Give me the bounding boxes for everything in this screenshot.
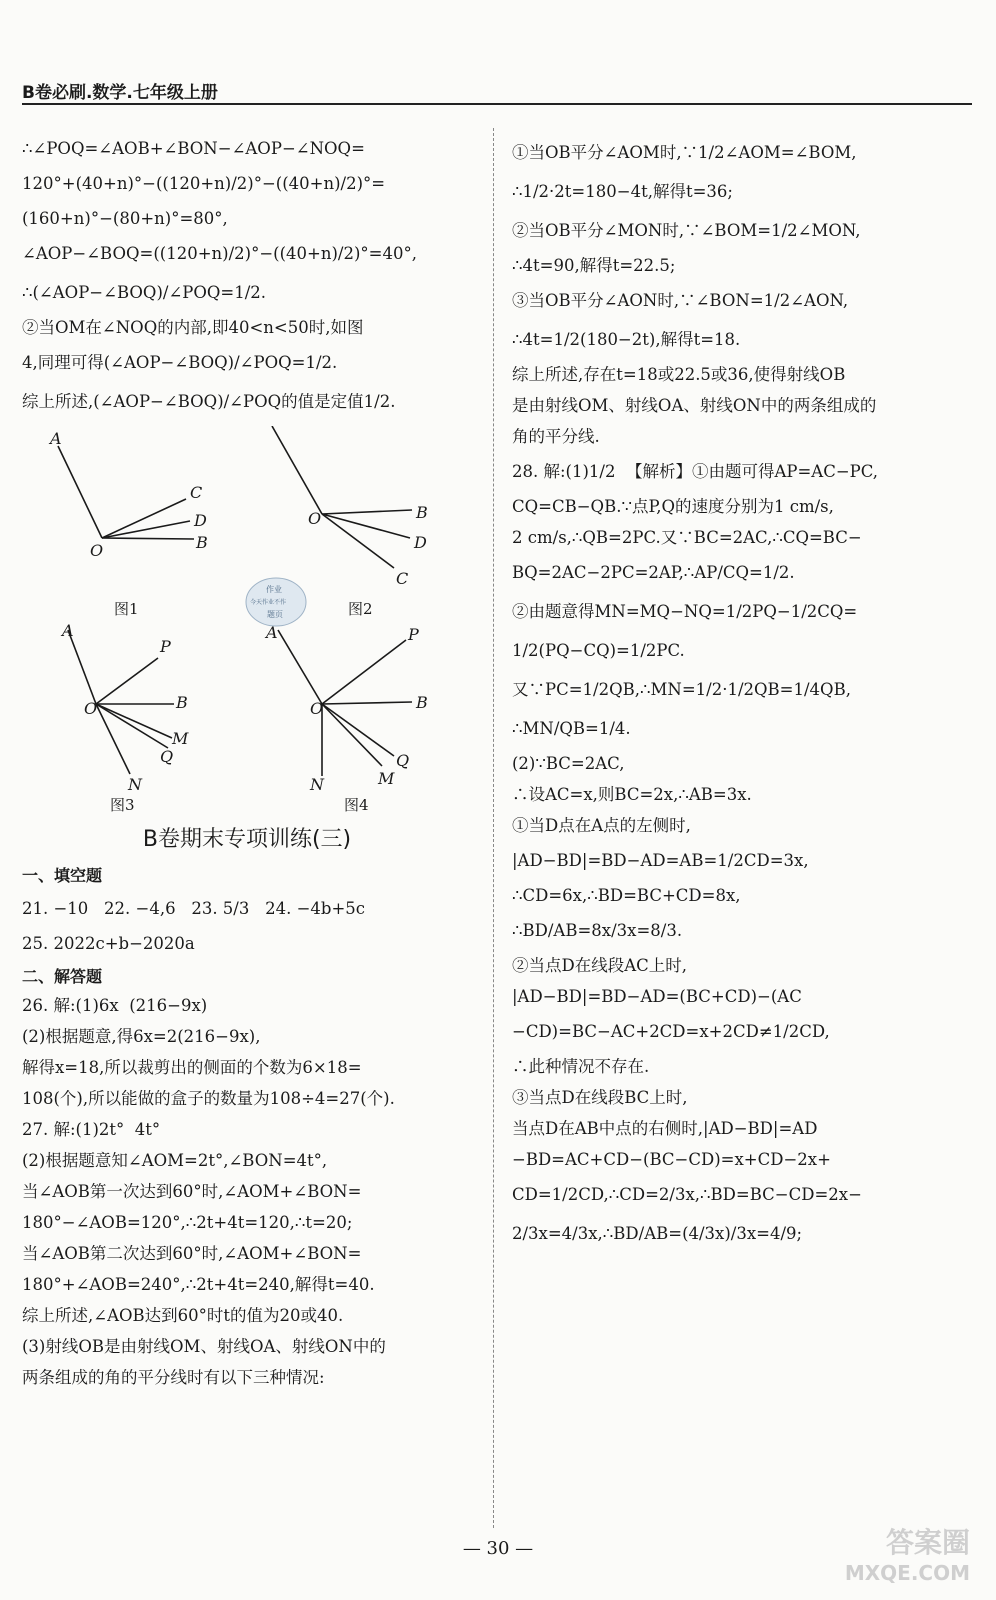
column-divider [493,128,494,1528]
text-line: ∴此种情况不存在. [512,1057,650,1076]
text-line: −CD)=BC−AC+2CD=x+2CD≠1/2CD, [512,1022,830,1041]
fig3-label-o: O [84,699,98,718]
text-line: ∴CD=6x,∴BD=BC+CD=8x, [512,886,741,905]
text-line: ∴(∠AOP−∠BOQ)/∠POQ=1/2. [22,283,267,302]
text-line: 综上所述,(∠AOP−∠BOQ)/∠POQ的值是定值1/2. [22,392,396,411]
text-line: BQ=2AC−2PC=2AP,∴AP/CQ=1/2. [512,563,795,582]
section-title: B卷期末专项训练(三) [142,827,352,852]
text-line: 4,同理可得(∠AOP−∠BOQ)/∠POQ=1/2. [22,353,338,372]
svg-text:今天作业不作: 今天作业不作 [250,599,287,606]
text-line: 180°+∠AOB=240°,∴2t+4t=240,解得t=40. [22,1275,375,1294]
text-line: 当∠AOB第一次达到60°时,∠AOM+∠BON= [22,1182,362,1201]
text-line: 又∵PC=1/2QB,∴MN=1/2·1/2QB=1/4QB, [512,680,851,699]
text-line: 角的平分线. [512,427,600,446]
fig2-label-b: B [416,503,428,522]
fig3-label-p: P [160,637,171,656]
text-line: 是由射线OM、射线OA、射线ON中的两条组成的 [512,396,877,415]
text-line: (2)根据题意,得6x=2(216−9x), [22,1027,261,1046]
angle-figures [22,426,472,816]
watermark-line2: MXQE.COM [844,1561,970,1585]
fig3-label-n: N [128,775,142,794]
text-line: 当∠AOB第二次达到60°时,∠AOM+∠BON= [22,1244,362,1263]
fig1-caption: 图1 [114,600,139,618]
watermark-logo [845,1528,970,1588]
fig2-label-d: D [414,533,427,552]
fig4-label-n: N [310,775,324,794]
fig3-label-a: A [62,621,74,640]
fig1-label-b: B [196,533,208,552]
text-line: CD=1/2CD,∴CD=2/3x,∴BD=BC−CD=2x− [512,1185,862,1204]
fill-heading: 一、填空题 [22,866,103,885]
text-line: 2 cm/s,∴QB=2PC.又∵BC=2AC,∴CQ=BC− [512,528,862,547]
fig1-label-c: C [190,483,203,502]
text-line: 两条组成的角的平分线时有以下三种情况: [22,1368,325,1387]
fig1-label-o: O [90,541,104,560]
text-line: ②当OM在∠NOQ的内部,即40<n<50时,如图 [22,318,364,337]
fill-answers-2: 25. 2022c+b−2020a [22,934,195,953]
text-line: ②当OB平分∠MON时,∵∠BOM=1/2∠MON, [512,221,861,240]
solve-heading: 二、解答题 [22,967,103,986]
figure-2 [272,426,412,568]
text-line: (2)∵BC=2AC, [512,754,625,773]
text-line: 2/3x=4/3x,∴BD/AB=(4/3x)/3x=4/9; [512,1224,803,1243]
fig4-label-p: P [408,625,419,644]
text-line: ∴4t=1/2(180−2t),解得t=18. [512,330,741,349]
text-line: (160+n)°−(80+n)°=80°, [22,209,228,228]
fig1-label-a: A [50,429,62,448]
text-line: (2)根据题意知∠AOM=2t°,∠BON=4t°, [22,1151,328,1170]
right-column [512,138,972,1258]
text-line: 综上所述,存在t=18或22.5或36,使得射线OB [512,365,846,384]
text-line: 26. 解:(1)6x (216−9x) [22,996,208,1015]
page-number: — 30 — [462,1538,534,1559]
text-line: |AD−BD|=BD−AD=(BC+CD)−(AC [512,987,802,1006]
fig3-label-q: Q [160,747,174,766]
text-line: (3)射线OB是由射线OM、射线OA、射线ON中的 [22,1337,386,1356]
fig2-label-c: C [396,569,409,588]
header-rule [22,103,972,105]
fig4-label-o: O [310,699,324,718]
fig1-label-d: D [194,511,207,530]
text-line: 1/2(PQ−CQ)=1/2PC. [512,641,685,660]
text-line: 解得x=18,所以裁剪出的侧面的个数为6×18= [22,1058,362,1077]
left-column [22,138,472,1398]
text-line: ∴BD/AB=8x/3x=8/3. [512,921,683,940]
fig4-label-b: B [416,693,428,712]
watermark-line1: 答案圈 [885,1526,970,1559]
fig3-label-b: B [176,693,188,712]
text-line: 120°+(40+n)°−((120+n)/2)°−((40+n)/2)°= [22,174,386,193]
text-line: 综上所述,∠AOB达到60°时t的值为20或40. [22,1306,344,1325]
text-line: −BD=AC+CD−(BC−CD)=x+CD−2x+ [512,1150,831,1169]
text-line: ∴MN/QB=1/4. [512,719,631,738]
fig4-label-a: A [266,623,278,642]
fig3-label-m: M [172,729,189,748]
text-line: ①当D点在A点的左侧时, [512,816,691,835]
fig4-label-m: M [378,769,395,788]
figure-1 [58,446,194,539]
text-line: ③当OB平分∠AON时,∵∠BON=1/2∠AON, [512,291,849,310]
text-line: 当点D在AB中点的右侧时,|AD−BD|=AD [512,1119,818,1138]
fig3-caption: 图3 [110,796,135,814]
text-line: ∴设AC=x,则BC=2x,∴AB=3x. [512,785,752,804]
text-line: ∴1/2·2t=180−4t,解得t=36; [512,182,733,201]
page-header: B卷必刷.数学.七年级上册 [22,83,218,103]
figure-4 [278,630,412,776]
text-line: ②由题意得MN=MQ−NQ=1/2PQ−1/2CQ= [512,602,858,621]
svg-text:作业: 作业 [266,585,282,594]
text-line: ∴∠POQ=∠AOB+∠BON−∠AOP−∠NOQ= [22,139,365,158]
text-line: 180°−∠AOB=120°,∴2t+4t=120,∴t=20; [22,1213,353,1232]
fig4-caption: 图4 [344,796,369,814]
text-line: 27. 解:(1)2t° 4t° [22,1120,161,1139]
fig2-caption: 图2 [348,600,373,618]
text-line: 108(个),所以能做的盒子的数量为108÷4=27(个). [22,1089,395,1108]
fig4-label-q: Q [396,751,410,770]
text-line: ①当OB平分∠AOM时,∵1/2∠AOM=∠BOM, [512,143,857,162]
text-line: 28. 解:(1)1/2 【解析】①由题可得AP=AC−PC, [512,462,879,481]
text-line: ∠AOP−∠BOQ=((120+n)/2)°−((40+n)/2)°=40°, [22,244,417,263]
fill-answers-1: 21. −10 22. −4,6 23. 5/3 24. −4b+5c [22,899,366,918]
text-line: ③当点D在线段BC上时, [512,1088,688,1107]
text-line: |AD−BD|=BD−AD=AB=1/2CD=3x, [512,851,809,870]
fig2-label-o: O [308,509,322,528]
text-line: ∴4t=90,解得t=22.5; [512,256,676,275]
text-line: CQ=CB−QB.∵点P,Q的速度分别为1 cm/s, [512,497,834,516]
svg-text:题页: 题页 [267,610,283,619]
homework-stamp [246,578,306,626]
text-line: ②当点D在线段AC上时, [512,956,688,975]
